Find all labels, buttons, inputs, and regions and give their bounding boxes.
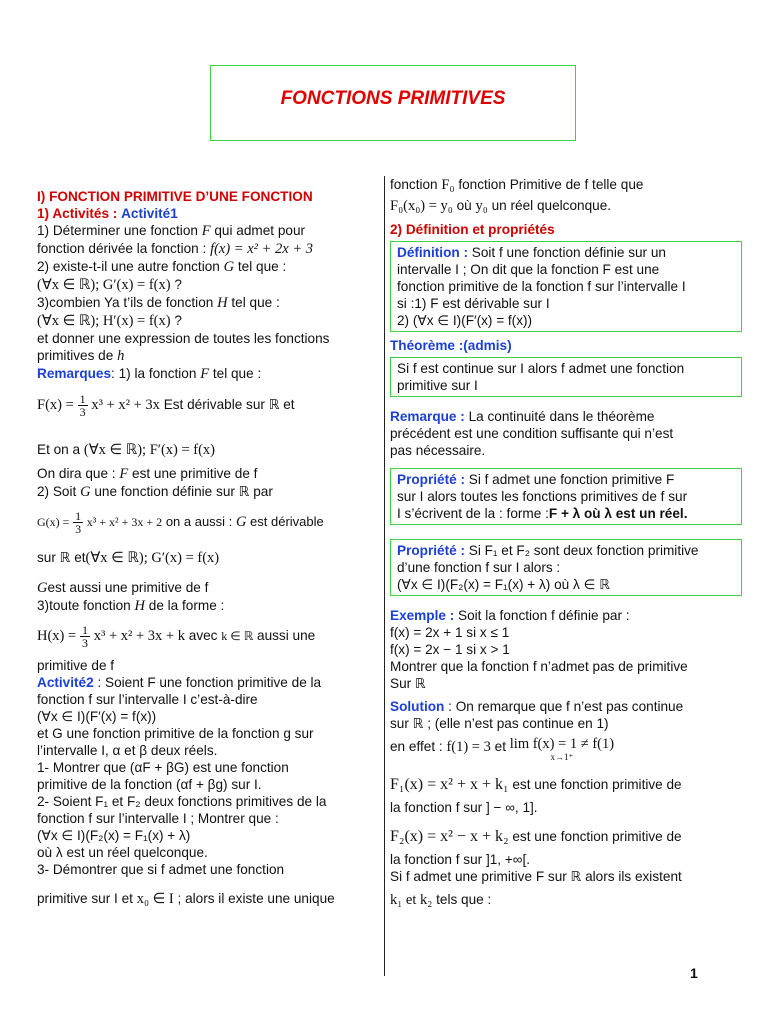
column-divider [384, 176, 385, 976]
line: d’une fonction f sur I alors : [397, 560, 561, 575]
line: 2) Soit G une fonction définie sur ℝ par [37, 484, 273, 500]
line: Solution : On remarque que f n’est pas continue [390, 699, 684, 714]
line: précédent est une condition suffisante qui n’est [390, 426, 674, 441]
line: Propriété : Si f admet une fonction primitive F [397, 472, 675, 487]
right-column [390, 176, 742, 909]
math-line: F₂(x) = x² − x + k₂ est une fonction primitive de [390, 828, 682, 845]
line: (∀x ∈ I)(F₂(x) = F₁(x) + λ) où λ ∈ ℝ [397, 577, 610, 592]
activity1-heading: 1) Activités : Activité1 [37, 206, 178, 221]
line: si :1) F est dérivable sur I [397, 296, 550, 311]
math-line: (∀x ∈ ℝ); H′(x) = f(x) ? [37, 313, 182, 329]
formula-F: F(x) = $\frac{1}{3}$ x³ + x² + 3x Est dérivable sur ℝ et [37, 391, 295, 419]
line: On dira que : F est une primitive de f [37, 466, 258, 482]
line: pas nécessaire. [390, 443, 486, 458]
page-title: FONCTIONS PRIMITIVES [280, 88, 506, 109]
line: sur I alors toutes les fonctions primitives de f sur [397, 489, 688, 504]
line: primitive sur I [397, 378, 478, 393]
section-heading: I) FONCTION PRIMITIVE D’UNE FONCTION [37, 189, 313, 204]
title-box [210, 65, 576, 141]
line: k₁ et k₂ tels que : [390, 892, 492, 908]
math-line: F₁(x) = x² + x + k₁ est une fonction primitive de [390, 776, 682, 793]
line: I s’écrivent de la : forme :F + λ où λ est un réel. [397, 506, 688, 521]
line: intervalle I ; On dit que la fonction F est une [397, 262, 660, 277]
line: (∀x ∈ I)(F₂(x) = F₁(x) + λ) [37, 828, 191, 843]
line: 2- Soient F₁ et F₂ deux fonctions primitives de la [37, 794, 327, 809]
line: primitive de la fonction (αf + βg) sur I. [37, 777, 262, 792]
line: fonction f sur l’intervalle I ; Montrer que : [37, 811, 279, 826]
line: primitive sur I et x₀ ∈ I ; alors il existe une unique [37, 891, 335, 907]
property-box-2 [390, 539, 742, 596]
line: fonction F₀ fonction Primitive de f telle que [390, 177, 644, 193]
line: Remarque : La continuité dans le théorème [390, 409, 655, 424]
line: f(x) = 2x − 1 si x > 1 [390, 642, 510, 657]
line: 1) Déterminer une fonction F qui admet pour [37, 223, 306, 239]
line: fonction dérivée la fonction : f(x) = x² + 2x + 3 [37, 241, 314, 257]
math-line: F₀(x₀) = y₀ où y₀ un réel quelconque. [390, 198, 612, 214]
line: Définition : Soit f une fonction définie sur un [397, 245, 666, 260]
line: primitives de h [37, 348, 125, 364]
section-heading: 2) Définition et propriétés [390, 222, 555, 237]
property-box-1 [390, 468, 742, 525]
line: la fonction f sur ] − ∞, 1]. [390, 800, 538, 815]
math-line: Et on a (∀x ∈ ℝ); F′(x) = f(x) [37, 442, 216, 458]
line: 1- Montrer que (αF + βG) est une fonction [37, 760, 289, 775]
line: et G une fonction primitive de la fonction g sur [37, 726, 314, 741]
line: Si f admet une primitive F sur ℝ alors ils existent [390, 869, 682, 884]
line: 3- Démontrer que si f admet une fonction [37, 862, 285, 877]
page-number: 1 [690, 965, 698, 981]
activity2-line: Activité2 : Soient F une fonction primitive de la [37, 675, 322, 690]
left-column [37, 188, 379, 908]
line: Exemple : Soit la fonction f définie par : [390, 608, 630, 623]
theorem-box [390, 357, 742, 397]
line: (∀x ∈ I)(F′(x) = f(x)) [37, 709, 157, 724]
formula-G: G(x) = $\frac{1}{3}$ x³ + x² + 3x + 2 on a aussi : G est dérivable [37, 509, 324, 537]
remarques-line: Remarques: 1) la fonction F tel que : [37, 366, 262, 382]
line: 2) (∀x ∈ I)(F′(x) = f(x)) [397, 313, 533, 328]
fraction: $\frac{1}{3}$ [79, 391, 86, 419]
math-line: en effet : f(1) = 3 et lim f(x) = 1 ≠ f(1) x→1⁺ [390, 736, 615, 762]
line: Propriété : Si F₁ et F₂ sont deux fonction primitive [397, 543, 699, 558]
line: l’intervalle I, α et β deux réels. [37, 743, 218, 758]
line: 3)toute fonction H de la forme : [37, 598, 225, 614]
line: fonction f sur l’intervalle I c’est-à-dire [37, 692, 258, 707]
line: Montrer que la fonction f n’admet pas de primitive [390, 659, 688, 674]
line: primitive de f [37, 658, 115, 673]
math-line: sur ℝ et(∀x ∈ ℝ); G′(x) = f(x) [37, 550, 220, 566]
math-line: (∀x ∈ ℝ); G′(x) = f(x) ? [37, 277, 182, 293]
fraction: $\frac{1}{3}$ [75, 509, 82, 537]
line: 2) existe-t-il une autre fonction G tel que : [37, 259, 287, 275]
line: Gest aussi une primitive de f [37, 580, 209, 596]
theorem-heading: Théorème :(admis) [390, 338, 512, 353]
line: et donner une expression de toutes les fonctions [37, 331, 330, 346]
line: la fonction f sur ]1, +∞[. [390, 852, 531, 867]
line: Si f est continue sur I alors f admet une fonction [397, 361, 685, 376]
fraction: $\frac{1}{3}$ [81, 622, 88, 650]
line: sur ℝ ; (elle n’est pas continue en 1) [390, 716, 609, 731]
line: où λ est un réel quelconque. [37, 845, 208, 860]
definition-box [390, 241, 742, 332]
formula-H: H(x) = $\frac{1}{3}$ x³ + x² + 3x + k avec k ∈ ℝ aussi une [37, 622, 316, 650]
line: f(x) = 2x + 1 si x ≤ 1 [390, 625, 510, 640]
line: 3)combien Ya t’ils de fonction H tel que : [37, 295, 280, 311]
line: Sur ℝ [390, 676, 426, 691]
line: fonction primitive de la fonction f sur l’intervalle I [397, 279, 686, 294]
